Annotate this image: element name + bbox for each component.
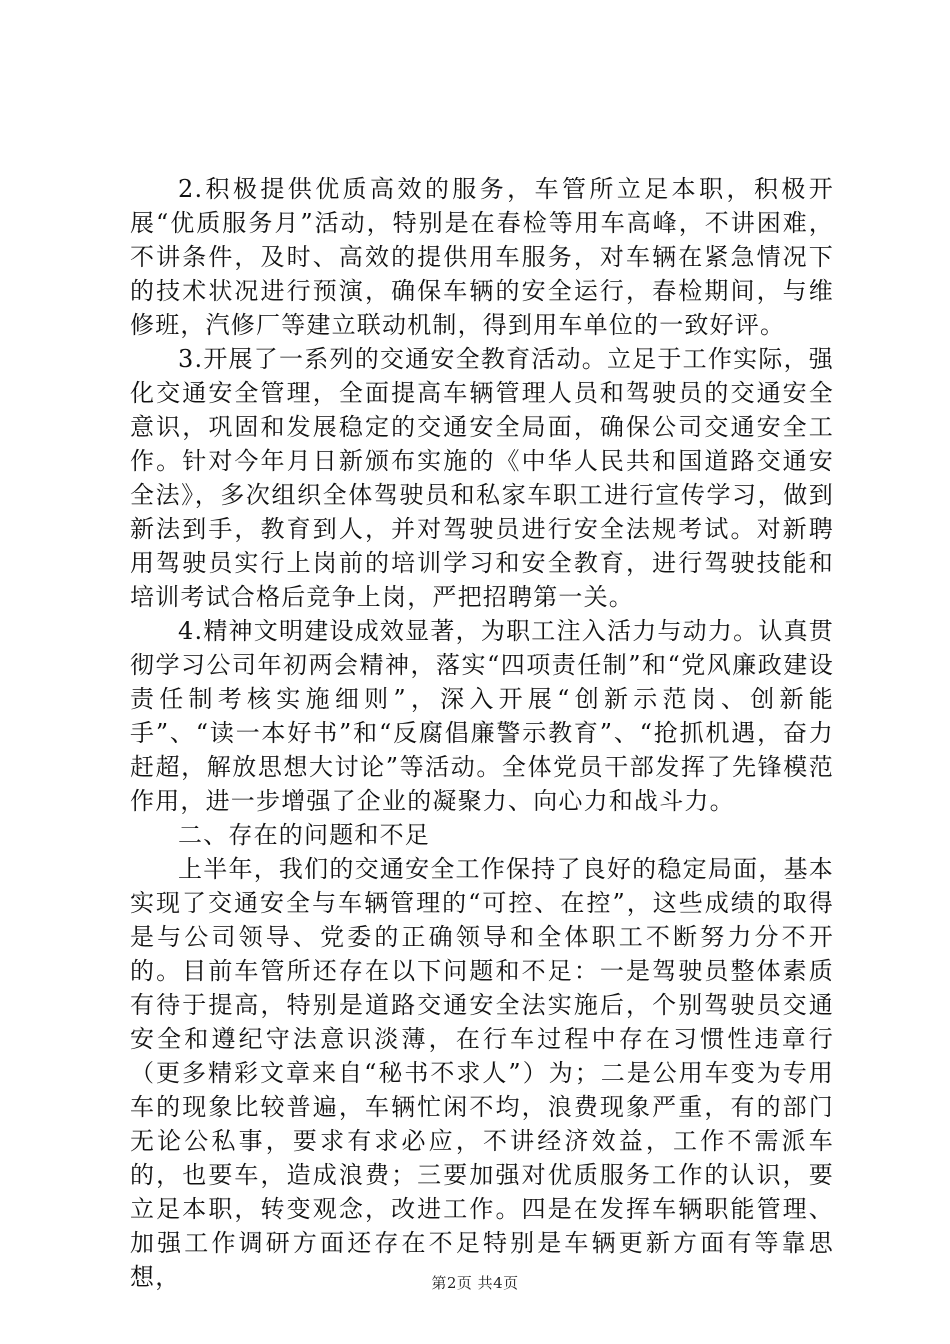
section-heading-problems: 二、存在的问题和不足 bbox=[178, 821, 430, 849]
page-footer: 第2页 共4页 bbox=[431, 1274, 519, 1292]
paragraph-problems: 上半年，我们的交通安全工作保持了良好的稳定局面，基本实现了交通安全与车辆管理的“可控、在控”，这些成绩的取得是与公司领导、党委的正确领导和全体职工不断努力分不开的。目前车管所还存在以下问题和不足：一是驾驶员整体素质有待于提高，特别是道路交通安全法实施后，个别驾驶员交通安全和遵纪守法意识淡薄，在行车过程中存在习惯性违章行（更多精彩文章来自“秘书不求人”）为；二是公用车变为专用车的现象比较普遍，车辆忙闲不均，浪费现象严重，有的部门无论公私事，要求有求必应，不讲经济效益，工作不需派车的，也要车，造成浪费；三要加强对优质服务工作的认识，要立足本职，转变观念，改进工作。四是在发挥车辆职能管理、加强工作调研方面还存在不足特别是车辆更新方面有等靠思想， bbox=[130, 855, 834, 1291]
document-body bbox=[130, 172, 834, 1294]
paragraph-service: 2.积极提供优质高效的服务，车管所立足本职，积极开展“优质服务月”活动，特别是在春检等用车高峰，不讲困难，不讲条件，及时、高效的提供用车服务，对车辆在紧急情况下的技术状况进行预演，确保车辆的安全运行，春检期间，与维修班，汽修厂等建立联动机制，得到用车单位的一致好评。 bbox=[130, 175, 834, 339]
paragraph-safety-education: 3.开展了一系列的交通安全教育活动。立足于工作实际，强化交通安全管理，全面提高车辆管理人员和驾驶员的交通安全意识，巩固和发展稳定的交通安全局面，确保公司交通安全工作。针对今年月日新颁布实施的《中华人民共和国道路交通安全法》，多次组织全体驾驶员和私家车职工进行宣传学习，做到新法到手，教育到人，并对驾驶员进行安全法规考试。对新聘用驾驶员实行上岗前的培训学习和安全教育，进行驾驶技能和培训考试合格后竞争上岗，严把招聘第一关。 bbox=[130, 345, 834, 611]
paragraph-spiritual-civilization: 4.精神文明建设成效显著，为职工注入活力与动力。认真贯彻学习公司年初两会精神，落实“四项责任制”和“党风廉政建设责任制考核实施细则”，深入开展“创新示范岗、创新能手”、“读一本好书”和“反腐倡廉警示教育”、“抢抓机遇，奋力赶超，解放思想大讨论”等活动。全体党员干部发挥了先锋模范作用，进一步增强了企业的凝聚力、向心力和战斗力。 bbox=[130, 617, 834, 815]
